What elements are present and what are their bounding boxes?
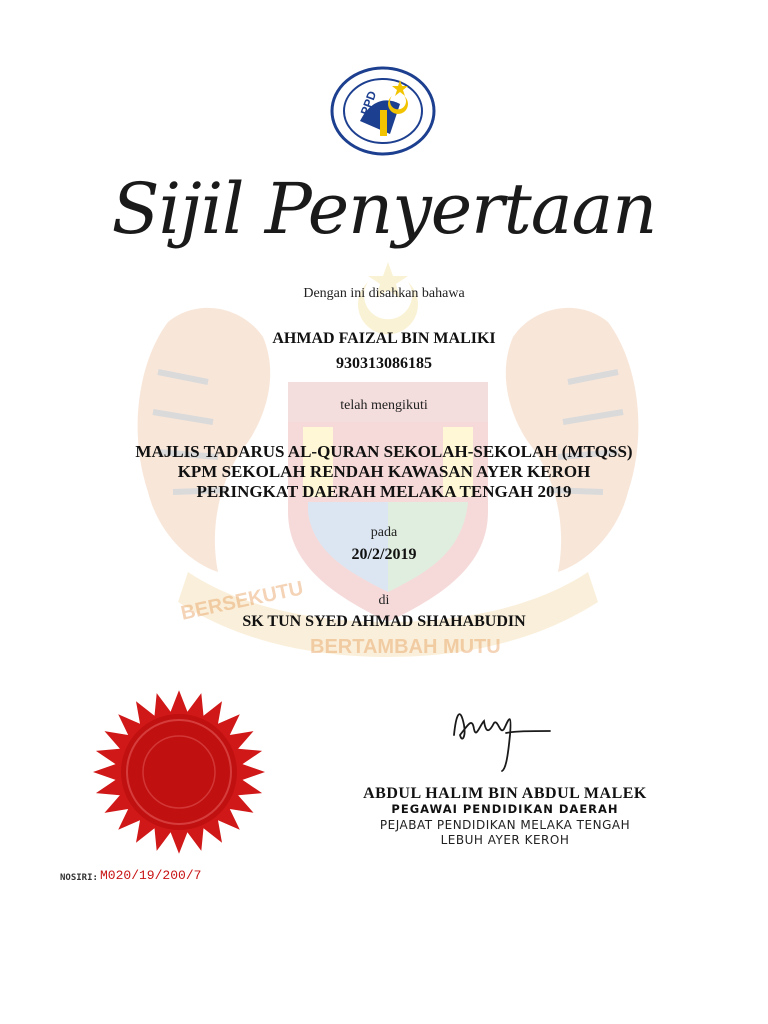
on-text: pada — [370, 525, 398, 540]
event-line-2: KPM SEKOLAH RENDAH KAWASAN AYER KEROH — [177, 462, 591, 481]
participated-text: telah mengikuti — [340, 398, 428, 413]
event-venue: SK TUN SYED AHMAD SHAHABUDIN — [242, 613, 526, 630]
event-line-3: PERINGKAT DAERAH MELAKA TENGAH 2019 — [196, 482, 572, 501]
red-seal-icon — [86, 684, 272, 860]
watermark-motto-bottom: BERTAMBAH MUTU — [310, 636, 501, 658]
participant-id: 930313086185 — [336, 355, 432, 372]
at-text: di — [378, 593, 390, 608]
signatory-name: ABDUL HALIM BIN ABDUL MALEK — [363, 785, 647, 802]
certificate-title: Sijil Penyertaan — [111, 168, 657, 250]
serial-value: M020/19/200/7 — [100, 868, 202, 883]
ppd-logo-icon — [330, 66, 436, 156]
serial-label: NOSIRI: — [60, 873, 98, 883]
intro-text: Dengan ini disahkan bahawa — [303, 286, 465, 301]
signatory-office-line-2: LEBUH AYER KEROH — [440, 833, 570, 847]
signatory-position: PEGAWAI PENDIDIKAN DAERAH — [391, 802, 619, 816]
event-line-1: MAJLIS TADARUS AL-QURAN SEKOLAH-SEKOLAH (MTQSS) — [135, 442, 633, 461]
event-date: 20/2/2019 — [351, 546, 417, 563]
signature-icon — [446, 695, 556, 775]
watermark-motto-left: BERSEKUTU — [178, 577, 306, 625]
signatory-office-line-1: PEJABAT PENDIDIKAN MELAKA TENGAH — [379, 818, 631, 832]
participant-name: AHMAD FAIZAL BIN MALIKI — [272, 330, 496, 347]
logo-abbr: PPD — [357, 89, 380, 118]
